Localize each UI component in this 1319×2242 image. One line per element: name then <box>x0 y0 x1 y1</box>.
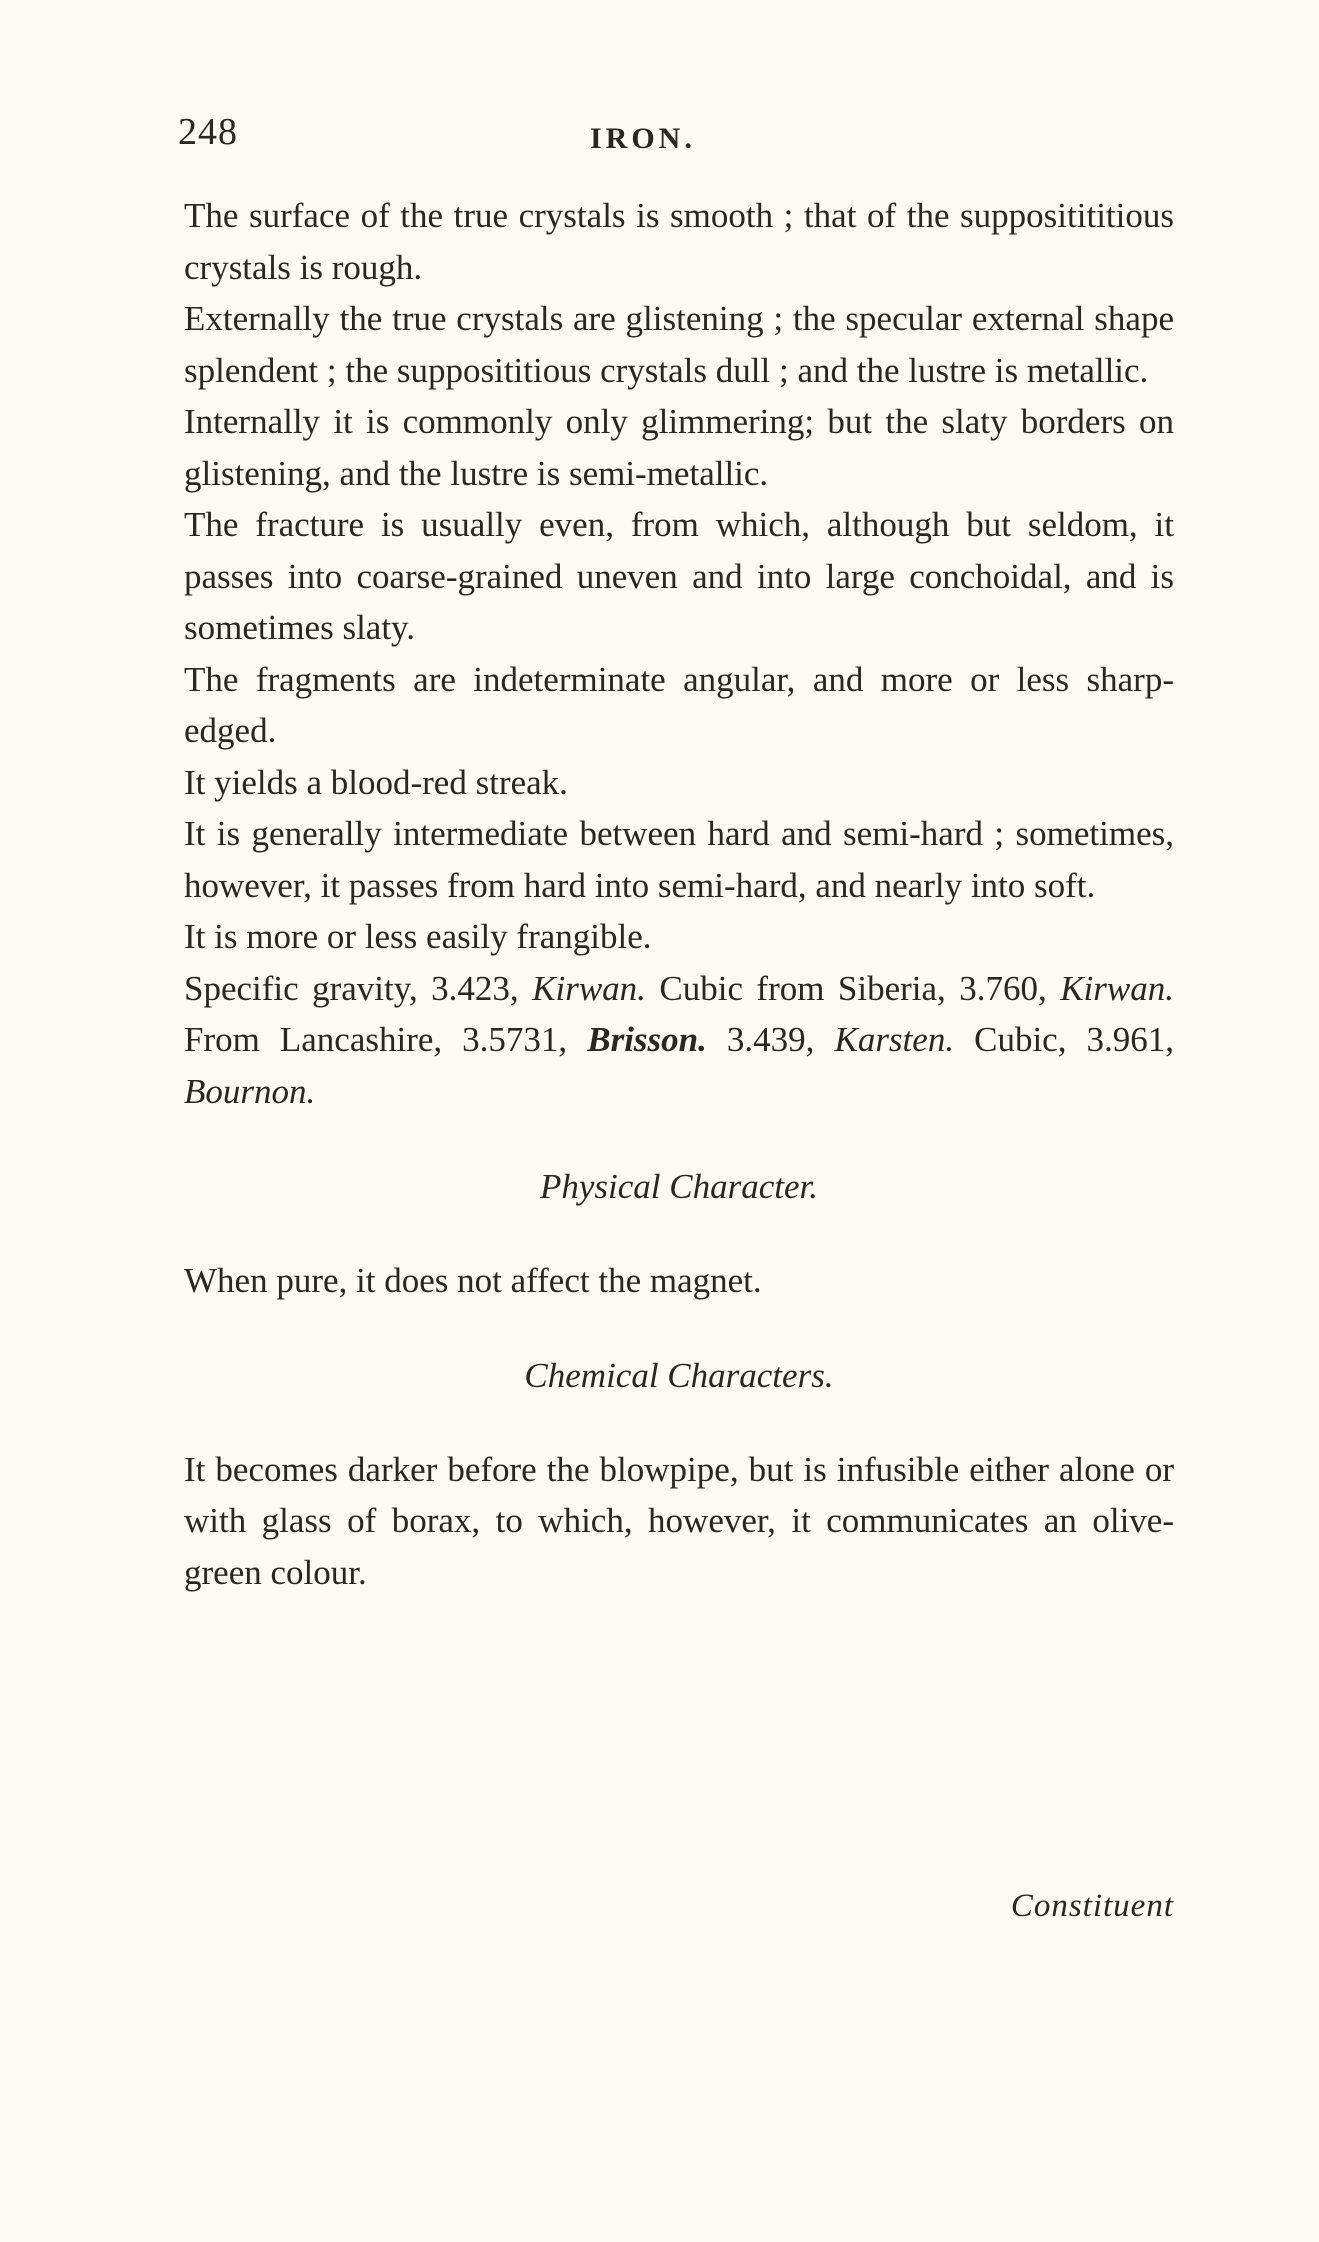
gravity-cubic: Cubic, 3.961, <box>954 1020 1175 1059</box>
paragraph-blowpipe: It becomes darker before the blowpipe, but is infusible either alone or with glass of borax, to which, however, it communicates an olive-green colour. <box>184 1449 1174 1592</box>
gravity-third: 3.439, <box>706 1020 835 1059</box>
paragraph-fragments: The fragments are indeterminate angular, and more or less sharp-edged. <box>184 659 1174 750</box>
author-karsten: Karsten. <box>834 1020 955 1059</box>
author-bournon: Bournon. <box>184 1071 316 1111</box>
author-kirwan-2: Kirwan. <box>1060 968 1174 1008</box>
paragraph-internal-lustre: Internally it is commonly only glimmering; but the slaty borders on glistening, and the lustre is semi-metallic. <box>184 402 1174 493</box>
body-text <box>184 190 1174 1598</box>
catchword: Constituent <box>1010 1888 1174 1924</box>
paragraph-streak: It yields a blood-red streak. <box>184 762 568 802</box>
paragraph-specific-gravity <box>184 963 1174 1118</box>
running-head: IRON. <box>590 122 696 155</box>
heading-physical-character: Physical Character. <box>539 1167 819 1206</box>
paragraph-frangibility: It is more or less easily frangible. <box>184 917 652 956</box>
paragraph-hardness: It is generally intermediate between hard and semi-hard ; sometimes, however, it passes from hard into semi-hard, and nearly into soft. <box>184 814 1174 905</box>
paragraph-magnet: When pure, it does not affect the magnet. <box>184 1260 762 1300</box>
heading-chemical-characters: Chemical Characters. <box>524 1356 834 1395</box>
author-kirwan-1: Kirwan. <box>532 968 646 1008</box>
paragraph-fracture: The fracture is usually even, from which, although but seldom, it passes into coarse-grained uneven and into large conchoidal, and is sometimes slaty. <box>184 505 1174 647</box>
page-number: 248 <box>178 111 238 153</box>
gravity-siberia: Cubic from Siberia, 3.760, <box>645 968 1061 1008</box>
gravity-lead: Specific gravity, 3.423, <box>184 968 533 1008</box>
gravity-lancashire: From Lancashire, 3.5731, <box>184 1020 588 1059</box>
paragraph-surface: The surface of the true crystals is smooth ; that of the suppositititious crystals is rough. <box>184 196 1174 287</box>
paragraph-external-lustre: Externally the true crystals are glistening ; the specular external shape splendent ; the supposititious crystals dull ; and the lustre is metallic. <box>184 299 1174 390</box>
author-brisson: Brisson. <box>587 1020 707 1059</box>
